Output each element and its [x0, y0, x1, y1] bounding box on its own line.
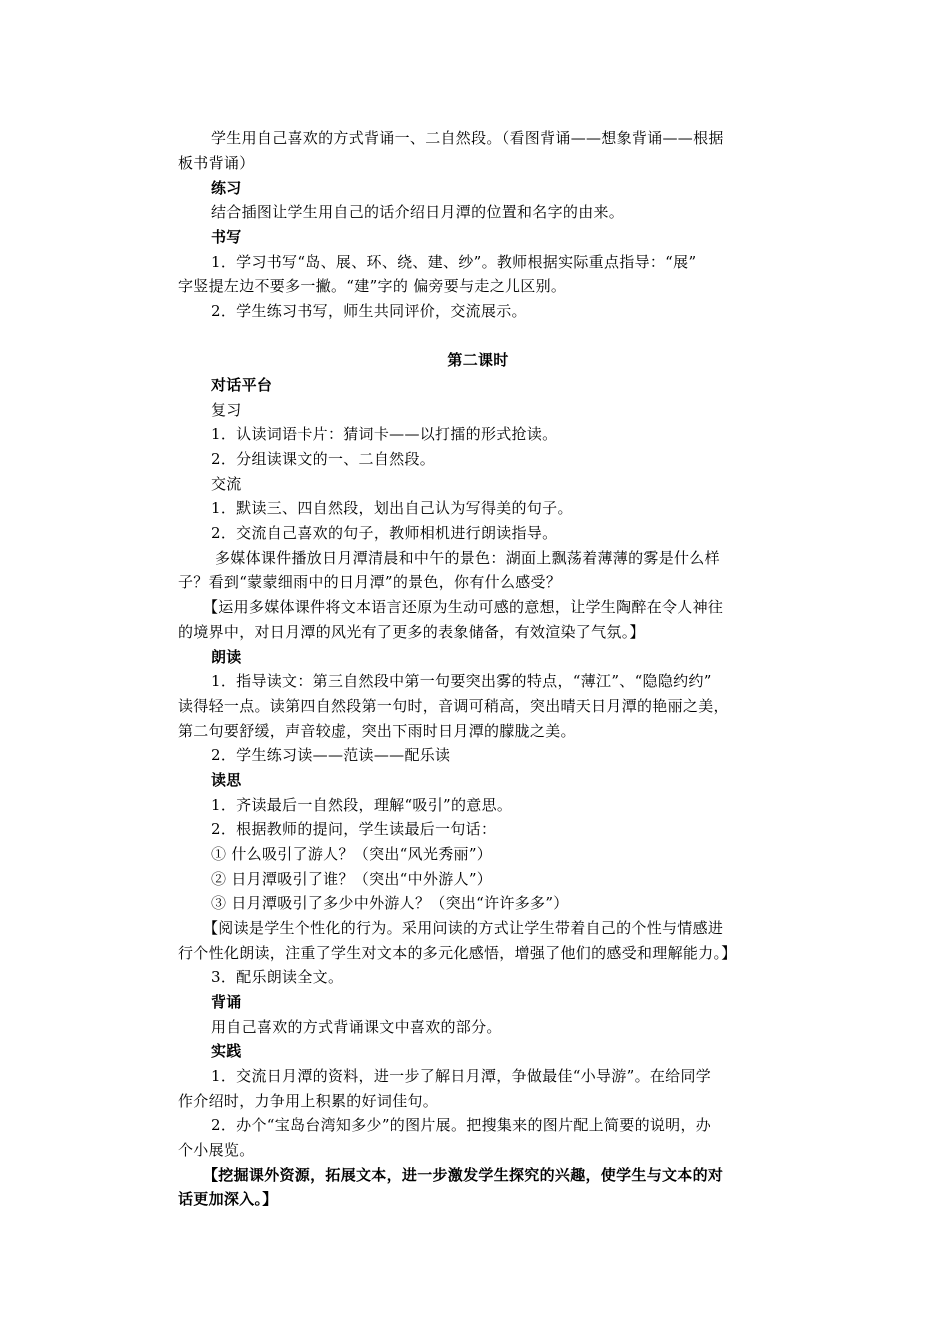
- text-line: 1．学习书写“岛、展、环、绕、建、纱”。教师根据实际重点指导：“展”: [211, 253, 697, 271]
- text-line: ③ 日月潭吸引了多少中外游人？（突出“许许多多”）: [211, 894, 569, 912]
- section-heading-read-think: 读思: [211, 771, 242, 789]
- text-line: 学生用自己喜欢的方式背诵一、二自然段。（看图背诵——想象背诵——根据: [211, 129, 724, 147]
- section-heading-practice: 练习: [211, 179, 242, 197]
- text-line: 板书背诵）: [178, 154, 255, 172]
- comment-line: 【运用多媒体课件将文本语言还原为生动可感的意想，让学生陶醉在令人神往: [203, 598, 724, 616]
- text-line: 结合插图让学生用自己的话介绍日月潭的位置和名字的由来。: [211, 203, 625, 221]
- text-line: ② 日月潭吸引了谁？（突出“中外游人”）: [211, 870, 493, 888]
- subheading-review: 复习: [211, 401, 242, 419]
- text-line: 读得轻一点。读第四自然段第一句时，音调可稍高，突出晴天日月潭的艳丽之美，: [178, 697, 729, 715]
- text-line: 多媒体课件播放日月潭清晨和中午的景色：湖面上飘荡着薄薄的雾是什么样: [215, 549, 720, 567]
- text-line: 2．学生练习书写，师生共同评价，交流展示。: [211, 302, 527, 320]
- text-line: 用自己喜欢的方式背诵课文中喜欢的部分。: [211, 1018, 502, 1036]
- text-line: 第二句要舒缓，声音较虚，突出下雨时日月潭的朦胧之美。: [178, 722, 576, 740]
- text-line: 个小展览。: [178, 1141, 255, 1159]
- subheading-exchange: 交流: [211, 475, 242, 493]
- comment-line: 【挖掘课外资源，拓展文本，进一步激发学生探究的兴趣，使学生与文本的对: [203, 1166, 724, 1184]
- text-line: 1．齐读最后一自然段，理解“吸引”的意思。: [211, 796, 513, 814]
- text-line: 1．指导读文：第三自然段中第一句要突出雾的特点，“薄江”、“隐隐约约”: [211, 672, 712, 690]
- comment-line: 【阅读是学生个性化的行为。采用问读的方式让学生带着自己的个性与情感进: [203, 919, 724, 937]
- text-line: 2．学生练习读——范读——配乐读: [211, 746, 451, 764]
- text-line: 2．分组读课文的一、二自然段。: [211, 450, 436, 468]
- text-line: 子？看到“蒙蒙细雨中的日月潭”的景色，你有什么感受？: [178, 573, 562, 591]
- text-line: 2．办个“宝岛台湾知多少”的图片展。把搜集来的图片配上简要的说明，办: [211, 1116, 712, 1134]
- text-line: 作介绍时，力争用上积累的好词佳句。: [178, 1092, 439, 1110]
- section-heading-recite: 背诵: [211, 993, 242, 1011]
- text-line: 3．配乐朗读全文。: [211, 968, 344, 986]
- text-line: 1．默读三、四自然段，划出自己认为写得美的句子。: [211, 499, 573, 517]
- text-line: 1．交流日月潭的资料，进一步了解日月潭，争做最佳“小导游”。在给同学: [211, 1067, 712, 1085]
- text-line: 1．认读词语卡片：猜词卡——以打擂的形式抢读。: [211, 425, 558, 443]
- text-line: ① 什么吸引了游人？（突出“风光秀丽”）: [211, 845, 493, 863]
- section-heading-reading: 朗读: [211, 648, 242, 666]
- text-line: 2．交流自己喜欢的句子，教师相机进行朗读指导。: [211, 524, 558, 542]
- lesson-title: 第二课时: [447, 351, 509, 369]
- text-line: 2．根据教师的提问，学生读最后一句话：: [211, 820, 497, 838]
- section-heading-practice-activity: 实践: [211, 1042, 242, 1060]
- section-heading-dialogue: 对话平台: [211, 376, 273, 394]
- section-heading-writing: 书写: [211, 228, 242, 246]
- comment-line: 行个性化朗读，注重了学生对文本的多元化感悟，增强了他们的感受和理解能力。】: [178, 944, 737, 962]
- text-line: 字竖提左边不要多一撇。“建”字的 偏旁要与走之儿区别。: [178, 277, 567, 295]
- comment-line: 话更加深入。】: [178, 1190, 278, 1208]
- comment-line: 的境界中，对日月潭的风光有了更多的表象储备，有效渲染了气氛。】: [178, 623, 645, 641]
